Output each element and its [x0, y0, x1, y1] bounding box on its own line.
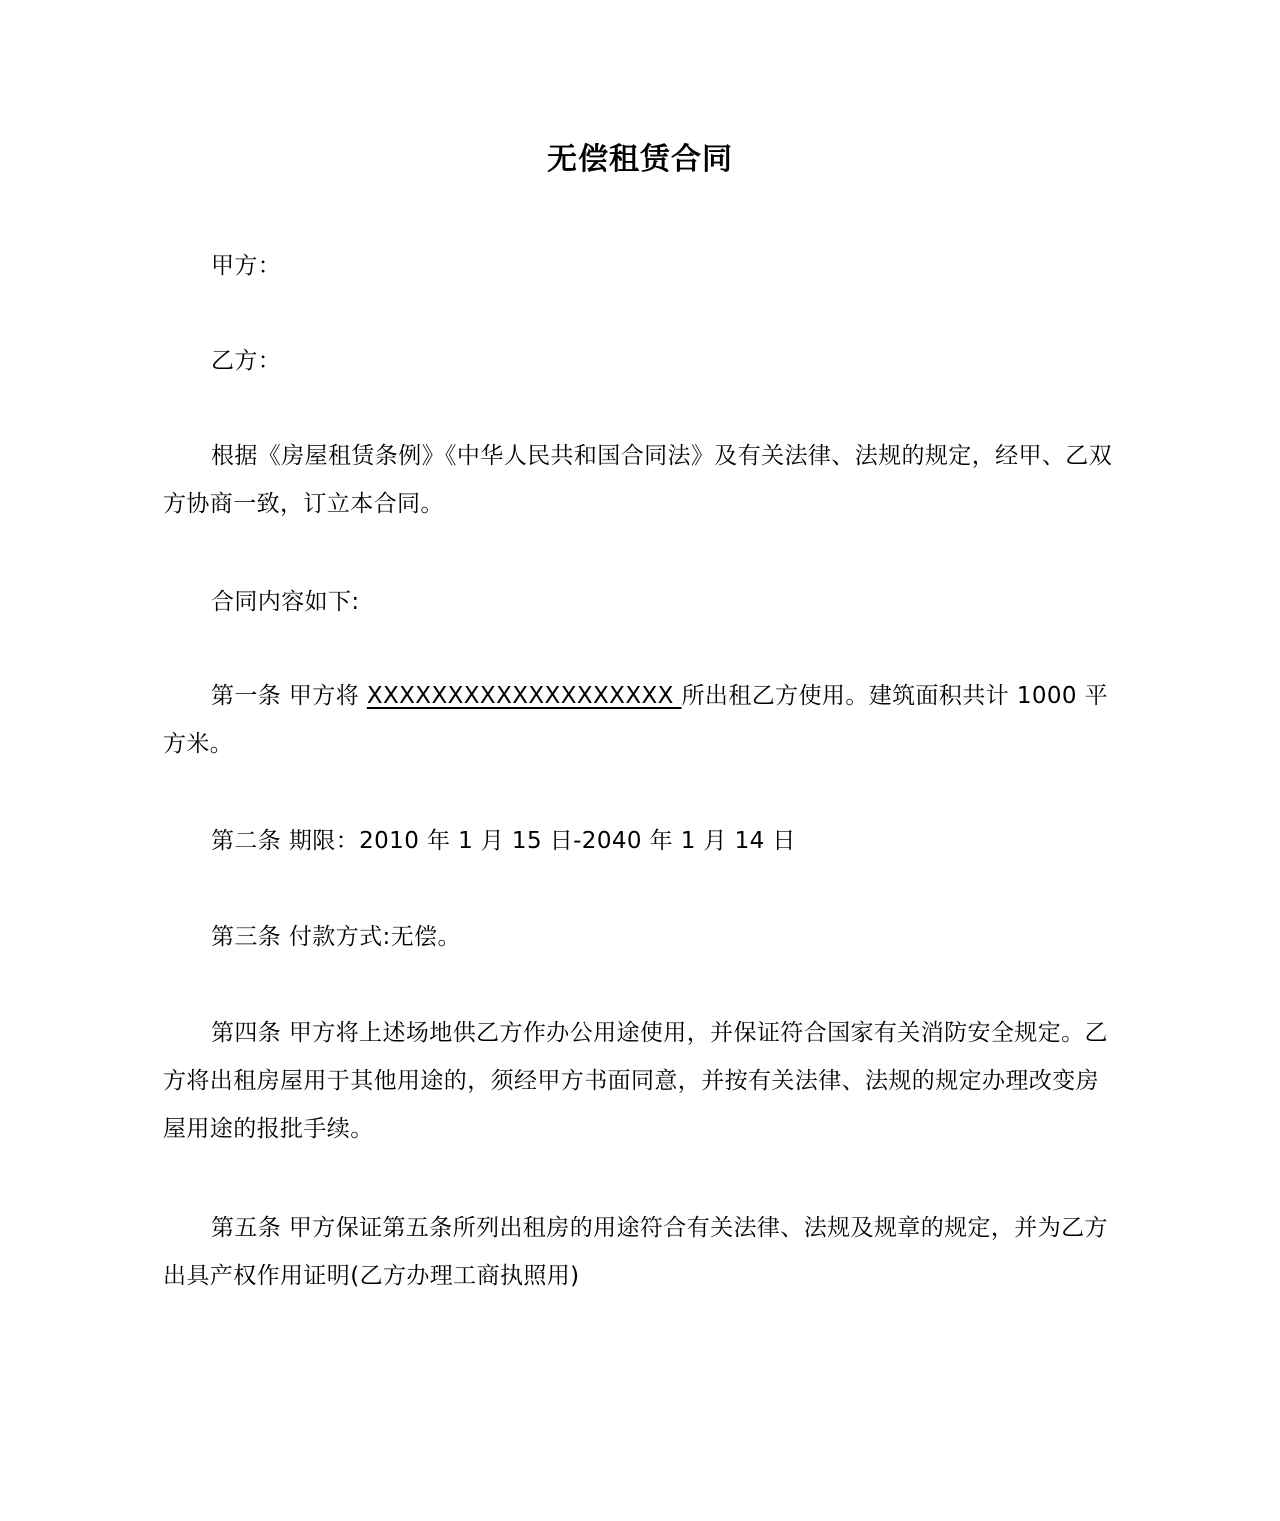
document-title: 无偿租赁合同 [547, 142, 733, 177]
article-1-suffix: 所出租乙方使用。建筑面积共计 1000 平方米。 [163, 683, 1109, 757]
article-1-prefix: 第一条 甲方将 [211, 683, 367, 709]
article-1 [163, 672, 1121, 768]
content-intro: 合同内容如下: [211, 589, 360, 615]
article-2: 第二条 期限：2010 年 1 月 15 日-2040 年 1 月 14 日 [211, 828, 796, 854]
preamble-paragraph: 根据《房屋租赁条例》《中华人民共和国合同法》及有关法律、法规的规定，经甲、乙双方协商一致，订立本合同。 [163, 443, 1113, 517]
article-4: 第四条 甲方将上述场地供乙方作办公用途使用，并保证符合国家有关消防安全规定。乙方将出租房屋用于其他用途的，须经甲方书面同意，并按有关法律、法规的规定办理改变房屋用途的报批手续。 [163, 1020, 1108, 1142]
party-a-line: 甲方： [211, 253, 282, 279]
article-5: 第五条 甲方保证第五条所列出租房的用途符合有关法律、法规及规章的规定，并为乙方出具产权作用证明(乙方办理工商执照用) [163, 1215, 1108, 1289]
article-3: 第三条 付款方式:无偿。 [211, 924, 461, 950]
party-b-line: 乙方： [211, 348, 282, 374]
article-1-property-blank: XXXXXXXXXXXXXXXXXXX [366, 683, 682, 709]
